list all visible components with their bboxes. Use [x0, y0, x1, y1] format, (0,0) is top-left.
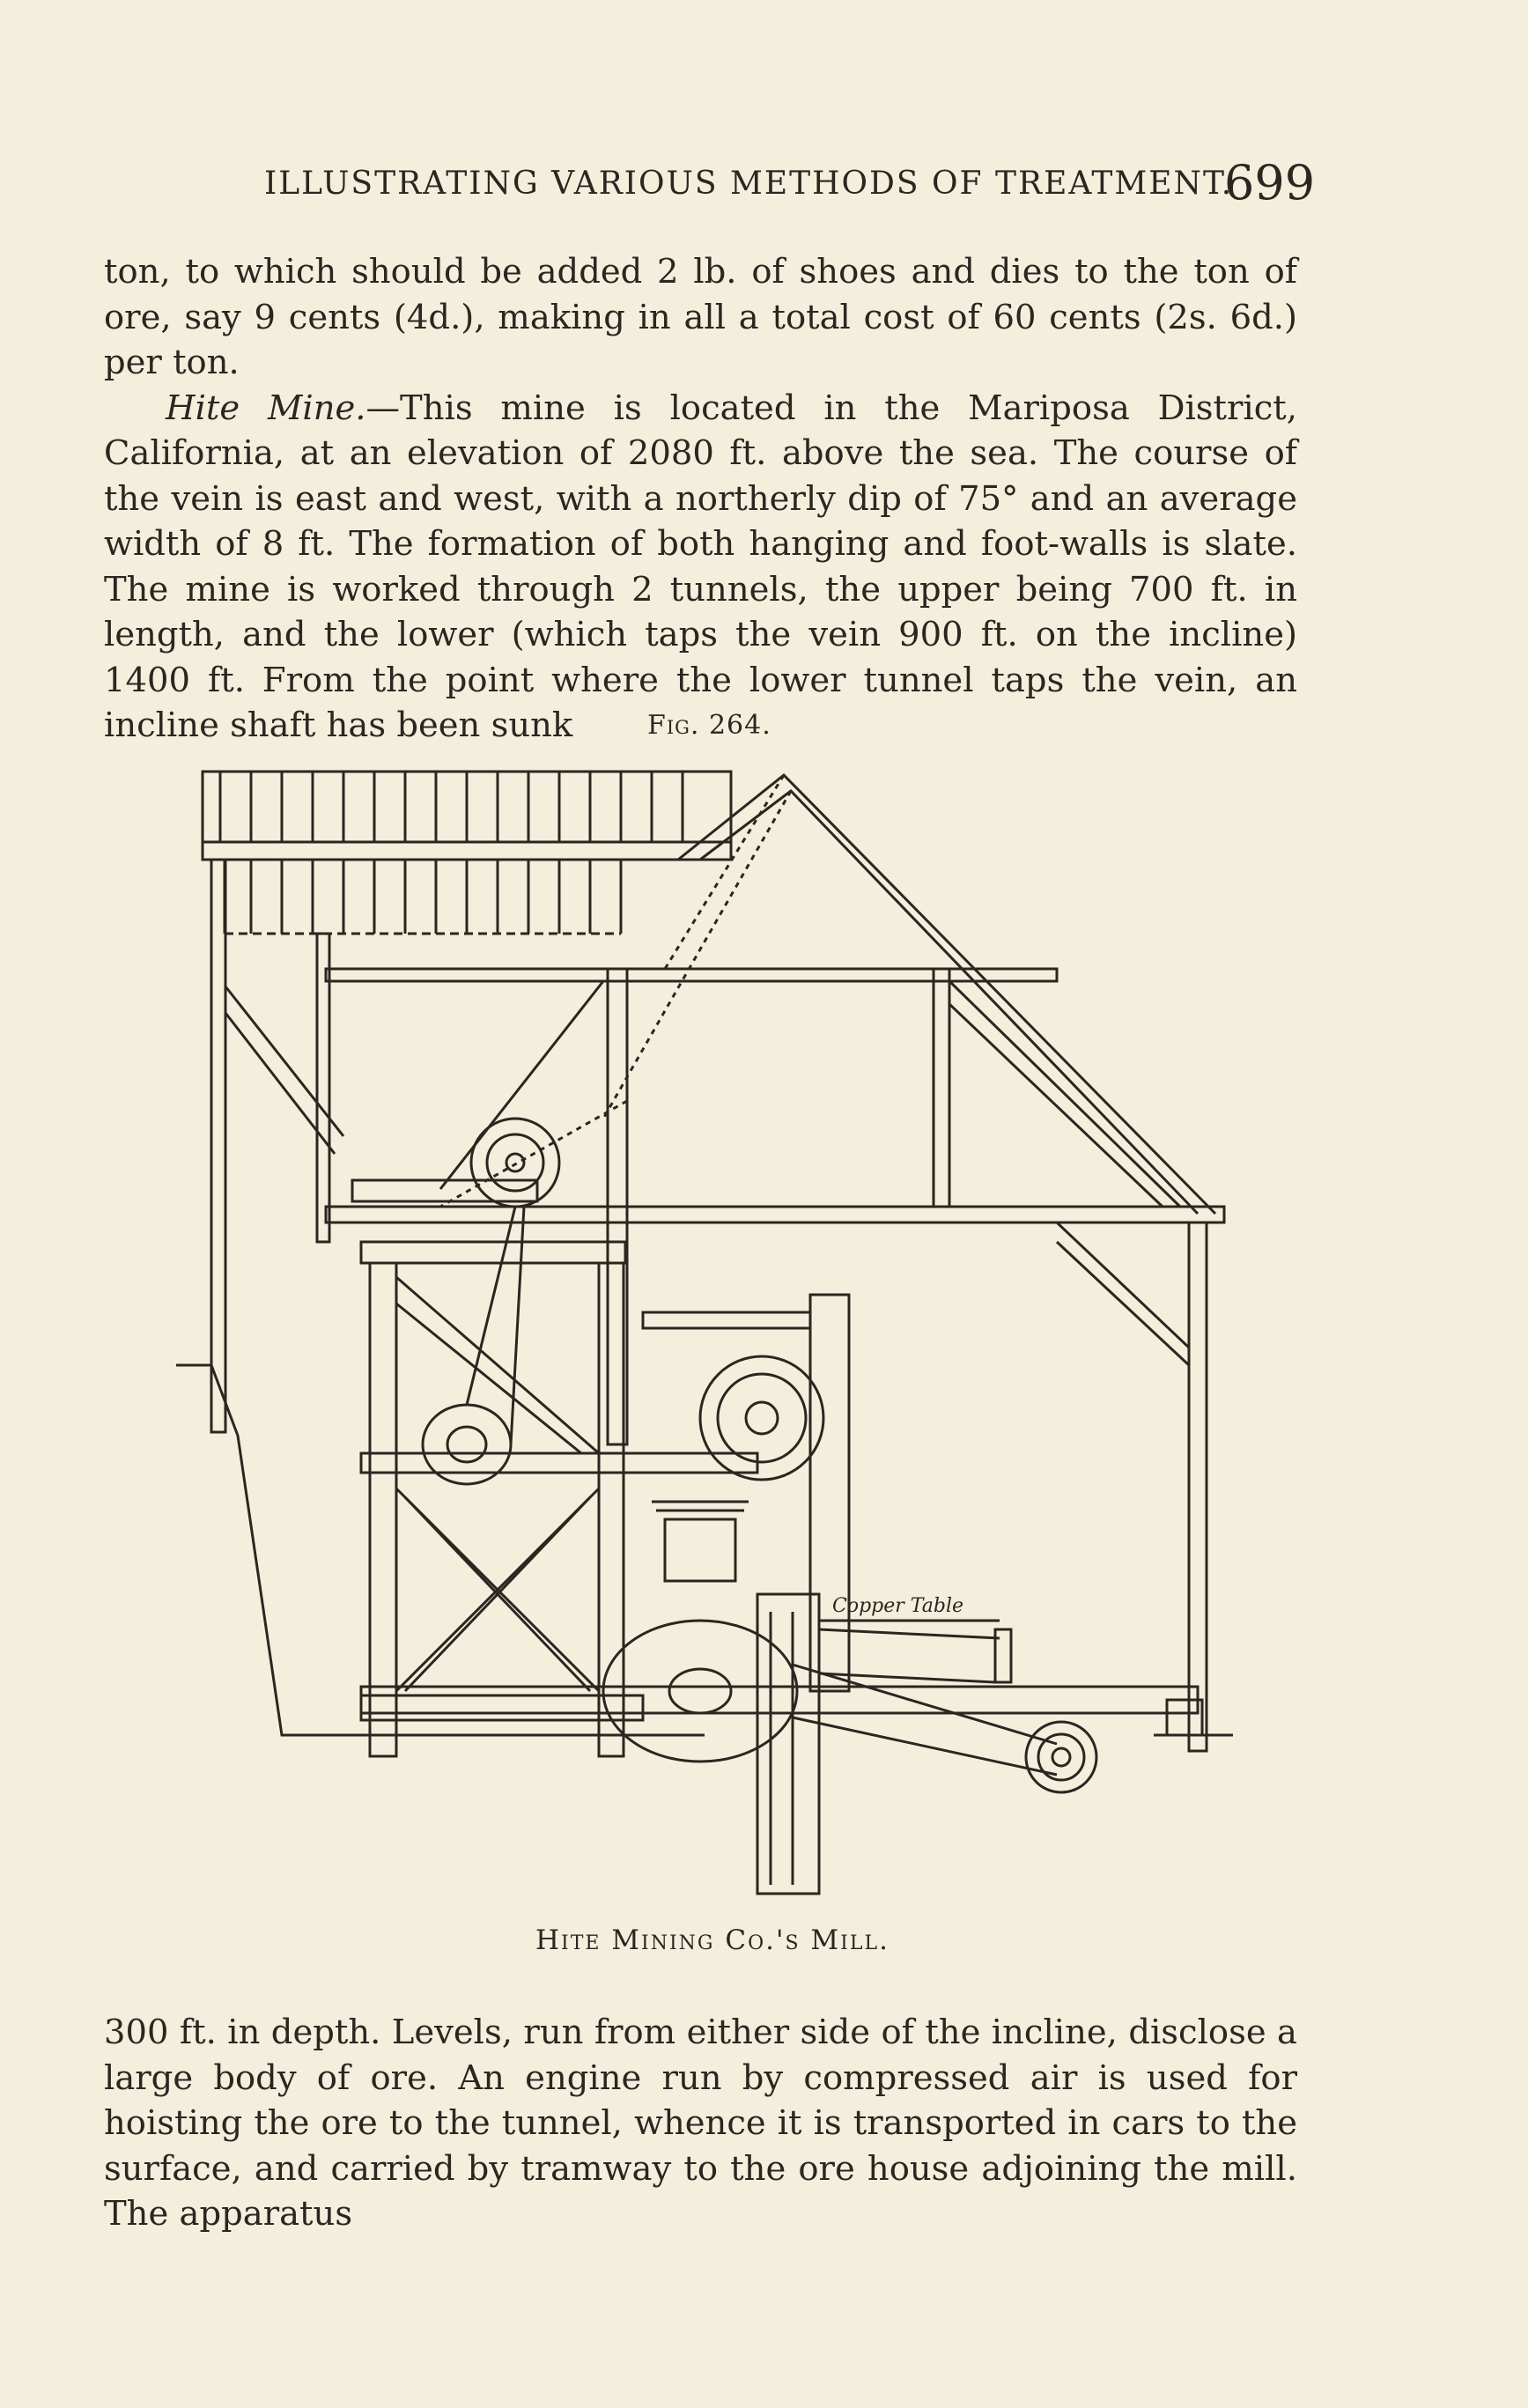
figure-label: Fig. 264.: [647, 710, 771, 741]
body-text-bottom: [104, 2010, 1297, 2237]
mill-illustration: [176, 766, 1233, 1911]
left-wall: [211, 860, 343, 1432]
paragraph-3: 300 ft. in depth. Levels, run from either side of the incline, disclose a large body of ore. An engine run by compressed air is used for hoisting the ore to the tunnel, whence it is transported in cars to the surface, and carried by tramway to the ore house adjoining the mill. The apparatus: [104, 2013, 1297, 2234]
copper-table-label: Copper Table: [832, 1595, 963, 1617]
paragraph-2: [104, 386, 1297, 749]
engine-wheel: [1026, 1722, 1096, 1792]
pulley-main: [603, 1621, 1057, 1775]
paragraph-2-lead: Hite Mine.: [166, 388, 366, 428]
feed-box: [652, 1502, 749, 1581]
pulley-upper: [352, 1119, 559, 1207]
paragraph-1: ton, to which should be added 2 lb. of shoes and dies to the ton of ore, say 9 cents (4d.), making in all a total cost of 60 cents (2s. 6d.) per ton.: [104, 252, 1297, 382]
page-number: 699: [1224, 155, 1316, 211]
base-sill: [176, 1365, 1233, 1735]
paragraph-2-text: —This mine is located in the Mariposa District, California, at an elevation of 2080 ft. above the sea. The course of the vein is east and west, with a northerly dip of 75° and an average width of 8 ft. The formation of both hanging and foot-walls is slate. The mine is worked through 2 tunnels, the upper being 700 ft. in length, and the lower (which taps the vein 900 ft. on the incline) 1400 ft. From the point where the lower tunnel taps the vein, an incline shaft has been sunk: [104, 388, 1298, 745]
battery-frame: [361, 1242, 757, 1756]
body-text-top: [104, 249, 1297, 749]
figure-caption: Hite Mining Co.'s Mill.: [535, 1924, 889, 1956]
upper-railing: [203, 772, 731, 860]
running-title: ILLUSTRATING VARIOUS METHODS OF TREATMENT.: [264, 166, 1234, 202]
lower-railing: [225, 860, 621, 934]
